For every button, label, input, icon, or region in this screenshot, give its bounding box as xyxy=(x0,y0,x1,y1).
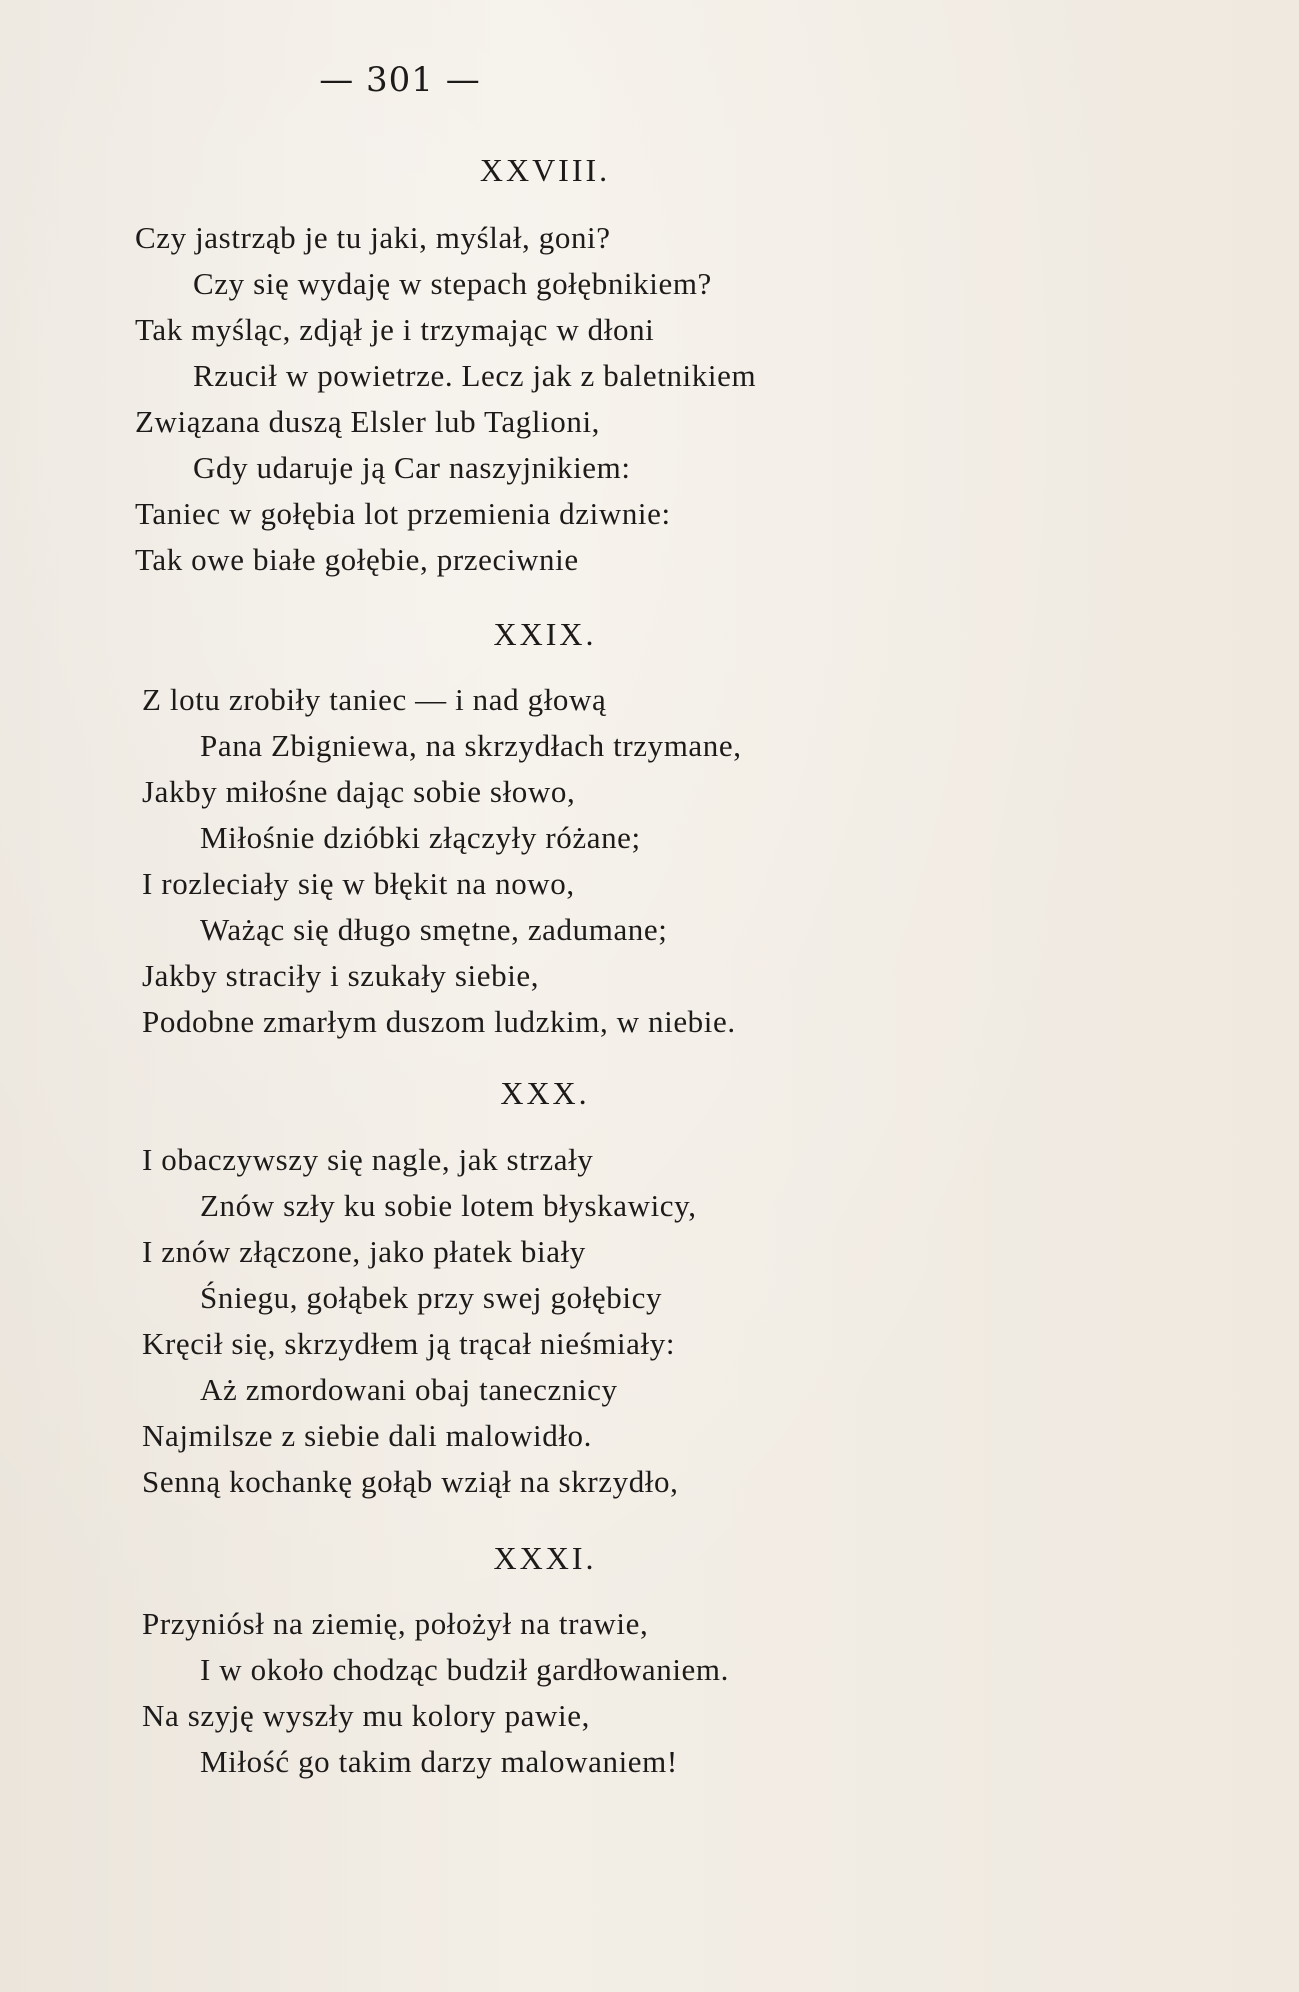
section-heading-xxxi: XXXI. xyxy=(493,1540,597,1576)
page-number: — 301 — xyxy=(319,60,481,100)
verse-line: Czy jastrząb je tu jaki, myślał, goni? xyxy=(135,220,611,255)
verse-line: Przyniósł na ziemię, położył na trawie, xyxy=(142,1606,649,1641)
verse-line: Tak myśląc, zdjął je i trzymając w dłoni xyxy=(135,312,655,347)
verse-line: I znów złączone, jako płatek biały xyxy=(142,1234,586,1269)
section-heading-xxviii: XXVIII. xyxy=(479,152,611,188)
verse-line: Senną kochankę gołąb wziął na skrzydło, xyxy=(142,1464,679,1499)
verse-line: Miłośnie dzióbki złączyły różane; xyxy=(200,820,641,855)
verse-line: I obaczywszy się nagle, jak strzały xyxy=(142,1142,594,1177)
verse-line: Kręcił się, skrzydłem ją trącał nieśmiały: xyxy=(142,1326,676,1361)
stanza-xxix xyxy=(142,677,1162,1045)
stanza-xxxi xyxy=(142,1601,1162,1785)
verse-line: Pana Zbigniewa, na skrzydłach trzymane, xyxy=(200,728,742,763)
verse-line: I rozleciały się w błękit na nowo, xyxy=(142,866,575,901)
verse-line: Podobne zmarłym duszom ludzkim, w niebie. xyxy=(142,1004,736,1039)
verse-line: Ważąc się długo smętne, zadumane; xyxy=(200,912,668,947)
verse-line: Tak owe białe gołębie, przeciwnie xyxy=(135,542,579,577)
verse-line: Śniegu, gołąbek przy swej gołębicy xyxy=(200,1280,663,1315)
stanza-xxx xyxy=(142,1137,1162,1505)
verse-line: Aż zmordowani obaj tanecznicy xyxy=(200,1372,618,1407)
verse-line: Znów szły ku sobie lotem błyskawicy, xyxy=(200,1188,697,1223)
section-heading-xxx: XXX. xyxy=(500,1075,590,1111)
verse-line: Jakby straciły i szukały siebie, xyxy=(142,958,540,993)
verse-line: Jakby miłośne dając sobie słowo, xyxy=(142,774,576,809)
verse-line: Gdy udaruje ją Car naszyjnikiem: xyxy=(193,450,631,485)
verse-line: I w około chodząc budził gardłowaniem. xyxy=(200,1652,729,1687)
verse-line: Na szyję wyszły mu kolory pawie, xyxy=(142,1698,590,1733)
verse-line: Rzucił w powietrze. Lecz jak z baletnikiem xyxy=(193,358,757,393)
stanza-xxviii xyxy=(135,215,1155,583)
verse-line: Związana duszą Elsler lub Taglioni, xyxy=(135,404,601,439)
verse-line: Taniec w gołębia lot przemienia dziwnie: xyxy=(135,496,671,531)
verse-line: Z lotu zrobiły taniec — i nad głową xyxy=(142,682,607,717)
verse-line: Miłość go takim darzy malowaniem! xyxy=(200,1744,678,1779)
verse-line: Czy się wydaję w stepach gołębnikiem? xyxy=(193,266,712,301)
section-heading-xxix: XXIX. xyxy=(493,616,597,652)
verse-line: Najmilsze z siebie dali malowidło. xyxy=(142,1418,592,1453)
